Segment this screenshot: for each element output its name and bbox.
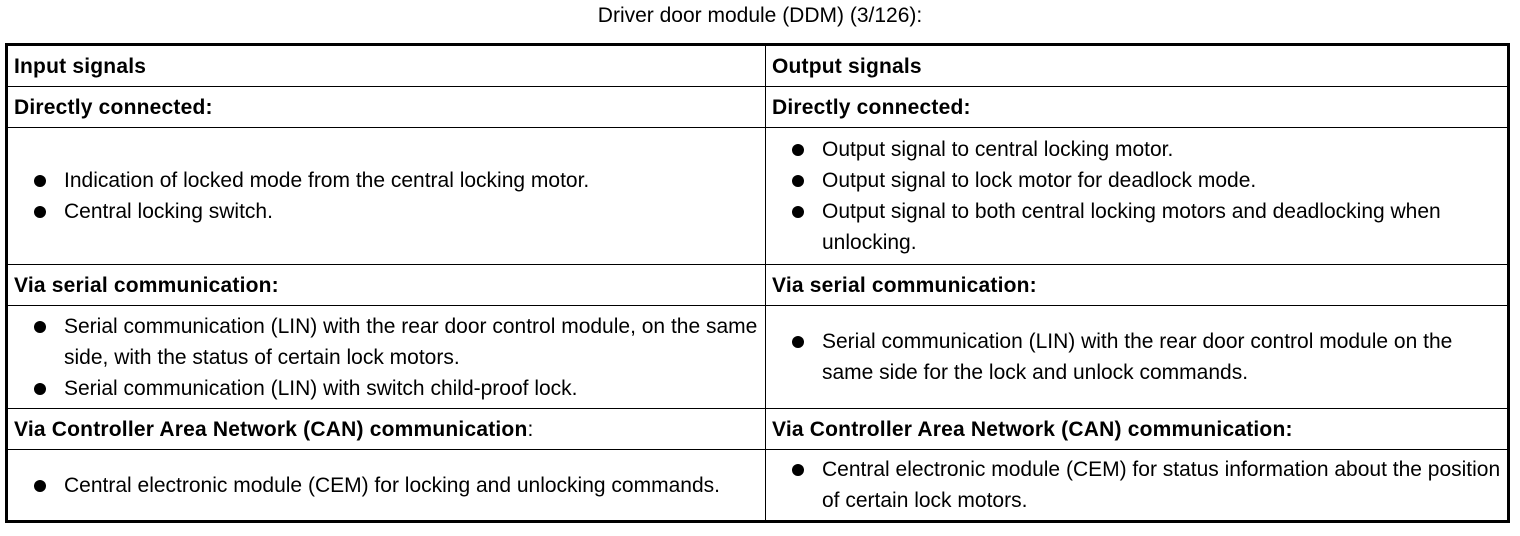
- list-item: Central electronic module (CEM) for status information about the position of certain lock motors.: [772, 454, 1501, 516]
- list-item: Serial communication (LIN) with the rear door control module, on the same side, with the status of certain lock motors.: [14, 311, 759, 373]
- input-bullet-list: [14, 161, 759, 231]
- column-header-output: Output signals: [766, 45, 1509, 87]
- output-section-heading: Directly connected:: [766, 87, 1509, 128]
- output-bullet-list: [772, 130, 1501, 262]
- output-section-heading: Via Controller Area Network (CAN) communication:: [766, 409, 1509, 450]
- input-section-heading: Directly connected:: [7, 87, 766, 128]
- list-item: Output signal to lock motor for deadlock mode.: [772, 165, 1501, 196]
- output-items-cell: [766, 450, 1509, 522]
- input-items-cell: [7, 450, 766, 522]
- document-caption: Driver door module (DDM) (3/126):: [597, 4, 923, 27]
- input-section-heading-text: Via Controller Area Network (CAN) communication: [14, 417, 528, 441]
- list-item: Central electronic module (CEM) for locking and unlocking commands.: [14, 470, 759, 501]
- list-item: Indication of locked mode from the central locking motor.: [14, 165, 759, 196]
- section-heading-row: [7, 265, 1509, 306]
- output-items-cell: [766, 128, 1509, 265]
- input-section-heading-colon: :: [527, 417, 534, 441]
- input-items-cell: [7, 128, 766, 265]
- column-header-input: Input signals: [7, 45, 766, 87]
- list-item: Output signal to both central locking motors and deadlocking when unlocking.: [772, 196, 1501, 258]
- section-heading-row: [7, 409, 1509, 450]
- section-items-row: [7, 306, 1509, 409]
- input-section-heading: Via serial communication:: [7, 265, 766, 306]
- signals-table: [5, 43, 1510, 523]
- output-section-heading: Via serial communication:: [766, 265, 1509, 306]
- section-items-row: [7, 128, 1509, 265]
- output-bullet-list: [772, 322, 1501, 392]
- list-item: Output signal to central locking motor.: [772, 134, 1501, 165]
- section-heading-row: [7, 87, 1509, 128]
- output-bullet-list: [772, 450, 1501, 520]
- input-section-heading: [7, 409, 766, 450]
- input-bullet-list: [14, 307, 759, 408]
- input-items-cell: [7, 306, 766, 409]
- section-items-row: [7, 450, 1509, 522]
- list-item: Serial communication (LIN) with switch child-proof lock.: [14, 373, 759, 404]
- output-items-cell: [766, 306, 1509, 409]
- table-header-row: [7, 45, 1509, 87]
- list-item: Serial communication (LIN) with the rear door control module on the same side for the lock and unlock commands.: [772, 326, 1501, 388]
- input-bullet-list: [14, 466, 759, 505]
- list-item: Central locking switch.: [14, 196, 759, 227]
